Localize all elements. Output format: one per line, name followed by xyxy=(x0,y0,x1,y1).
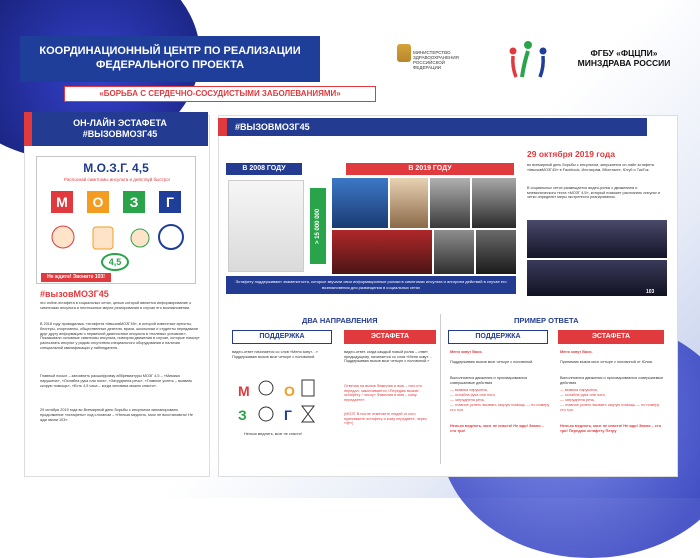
figures-logo-icon xyxy=(500,37,556,81)
svg-text:Г: Г xyxy=(284,407,292,423)
directions-heading: ДВА НАПРАВЛЕНИЯ xyxy=(302,316,378,325)
poster-title: М.О.З.Г. 4,5 xyxy=(83,161,149,175)
left-paragraph: В 2018 году проводилась «эстафета «#вызовМОЗГ45», в которой известные артисты, блогеры, спортсмены, общественные деятели, врачи, школьники и студенты передавали друг другу информацию о первичной диагностике инсульта в «полевых условиях». Показывали основные симптомы инсульта, повторяя движения в случае, которые помогут распознать инсульт у рядом отсутствия специального оборудования и наличия специальной квалификации у наблюдателя. xyxy=(40,322,200,350)
letter-z: З xyxy=(123,191,145,213)
example-steps-intro: Выполняются движения и проговариваются совершаемые действия xyxy=(450,376,528,385)
header-title: КООРДИНАЦИОННЫЙ ЦЕНТР ПО РЕАЛИЗАЦИИ ФЕДЕРАЛЬНОГО ПРОЕКТА xyxy=(20,36,320,82)
tab-2008: В 2008 ГОДУ xyxy=(226,163,302,175)
support-footer: Нельзя медлить, мозг не спасти! xyxy=(244,432,302,436)
relay-tab: ЭСТАФЕТА xyxy=(344,330,436,344)
event-text: В социальных сетях размещается видео-ролик с движением и мнемонического теста «МОЗГ 4,5», который поможет распознать инсульт и четко определит меры экстренного реагирования. xyxy=(527,186,661,200)
left-paragraph: 29 октября 2019 года во Всемирный день борьбы с инсультом запланировано продолжение «эстафеты» под слоганом – «Нельзя медлить, мозг не восстановить! Не жди звони 103». xyxy=(40,408,194,422)
celebrity-photo xyxy=(332,178,388,228)
svg-text:О: О xyxy=(284,383,295,399)
mozg-icons xyxy=(236,374,328,426)
letter-o: О xyxy=(87,191,109,213)
support-text: видео-ответ начинается со слов «Меня зовут…» Поддерживаю вызов мозг четыре с половиной. xyxy=(232,350,318,359)
campaign-label: «БОРЬБА С СЕРДЕЧНО-СОСУДИСТЫМИ ЗАБОЛЕВАНИЯМИ» xyxy=(64,86,376,102)
support-tab: ПОДДЕРЖКА xyxy=(232,330,332,344)
letter-g: Г xyxy=(159,191,181,213)
badge-45: 4,5 xyxy=(101,253,129,271)
example-step: — ослабла рука или нога, xyxy=(560,393,606,397)
example-heading: ПРИМЕР ОТВЕТА xyxy=(514,316,579,325)
example-support-end: Нельзя медлить, мозг не спасти! Не жди! Звони – сто три! xyxy=(450,424,544,433)
video-still xyxy=(527,220,667,258)
symptom-icons xyxy=(47,219,187,255)
celebrity-photo xyxy=(390,178,428,228)
accent-bar xyxy=(24,112,32,146)
main-title: #ВЫЗОВМОЗГ45 xyxy=(227,118,647,136)
example-step: — главное успеть вызвать скорую помощь — по номеру сто три. xyxy=(560,403,660,412)
left-paragraph: это online-эстафета в социальных сетях, целью которой является информирование о симптомах инсульта и неотложных мерах реагирования в случае его возникновения. xyxy=(40,301,192,310)
example-step: — затруднена речь, xyxy=(560,398,595,402)
example-relay-line: Принимаю вызов мозг четыре с половиной от Юлии. xyxy=(560,360,653,364)
ministry-label: МИНИСТЕРСТВО ЗДРАВООХРАНЕНИЯ РОССИЙСКОЙ ФЕДЕРАЦИИ xyxy=(413,50,459,70)
svg-text:З: З xyxy=(238,407,247,423)
relay-text: видео-ответ, когда каждый новый ролик – ответ предыдущему, начинается со слов «Меня зовут… Поддерживаю вызов мозг четыре с половиной.» xyxy=(344,350,433,364)
example-support-intro: Меня зовут Вася. xyxy=(450,350,483,354)
relay-text: Отвечая на вызов Фамилия и имя – того кто передал, заканчивается «Передаю вызов/ эстафету / числу» Фамилия и имя – кому передаете». xyxy=(344,384,422,402)
group-photo xyxy=(332,230,432,274)
call-banner: Не ждите! Звоните 103! xyxy=(41,273,111,282)
svg-text:М: М xyxy=(238,383,250,399)
celebrity-photo xyxy=(430,178,470,228)
relay-note: (МОЗГ В после отмечаете людей от кого принимаете эстафету и кому передаете, через «@») xyxy=(344,412,427,426)
org-label: ФГБУ «ФЦЦПИ» МИНЗДРАВА РОССИИ xyxy=(577,48,671,68)
event-date: 29 октября 2019 года xyxy=(527,149,615,159)
example-step: — затруднена речь, xyxy=(450,398,485,402)
example-relay-end: Нельзя медлить, мозг не спасти! Не жди! Звони – сто три! Передаю эстафету Петру xyxy=(560,424,662,433)
example-steps-intro: Выполняются движения и проговариваются совершаемые действия xyxy=(560,376,664,385)
sign-number: 103 xyxy=(646,289,655,295)
phone-screenshot xyxy=(228,180,304,272)
accent-bar xyxy=(218,118,227,136)
emblem-icon xyxy=(397,44,411,62)
tab-2019: В 2019 ГОДУ xyxy=(346,163,514,175)
example-support-tab: ПОДДЕРЖКА xyxy=(448,330,548,344)
views-counter: > 15 000 000 xyxy=(310,188,326,264)
poster-subtitle: Распознай симптомы инсульта и действуй быстро! xyxy=(64,177,170,182)
divider xyxy=(440,314,441,464)
example-relay-intro: Меня зовут Вася. xyxy=(560,350,593,354)
left-title: ОН-ЛАЙН ЭСТАФЕТА #ВЫЗОВМОЗГ45 xyxy=(32,112,208,146)
celebrities-caption: Эстафету поддерживают знаменитости, которые звучали свои информационные ролики в симптомах инсульта и алгоритм действий в случае его возникновения для размещения в социальных сетях xyxy=(226,276,516,294)
example-step: — главное успеть вызвать скорую помощь — по номеру сто три. xyxy=(450,403,550,412)
mozg-poster xyxy=(36,156,196,284)
example-step: — ослабла рука или нога, xyxy=(450,393,496,397)
celebrity-photo xyxy=(434,230,474,274)
example-support-line: Поддерживаю вызов мозг четыре с половиной. xyxy=(450,360,534,364)
letter-m: М xyxy=(51,191,73,213)
left-paragraph: Главный посыл – запомнить расшифровку аббревиатуры МОЗГ 4,5 – «Мимика нарушена», «Ослабла рука или нога», «Затруднена речь», «Главное успеть – вызвать скорую помощь», «Есть 4,5 часа – когда человека можно спасти». xyxy=(40,374,193,388)
example-step: — мимика нарушена, xyxy=(450,388,488,392)
example-step: — мимика нарушена, xyxy=(560,388,598,392)
example-relay-tab: ЭСТАФЕТА xyxy=(558,330,664,344)
hashtag: #вызовМОЗГ45 xyxy=(40,289,109,299)
celebrity-photo xyxy=(472,178,516,228)
celebrity-photo xyxy=(476,230,516,274)
event-text: во всемирный день борьбы с инсультом, запускается он-лайн эстафета «#вызовМОЗГ45» в Facebook, Инстаграм, ВКонтакте, Ютуб и ТикТок. xyxy=(527,163,654,172)
